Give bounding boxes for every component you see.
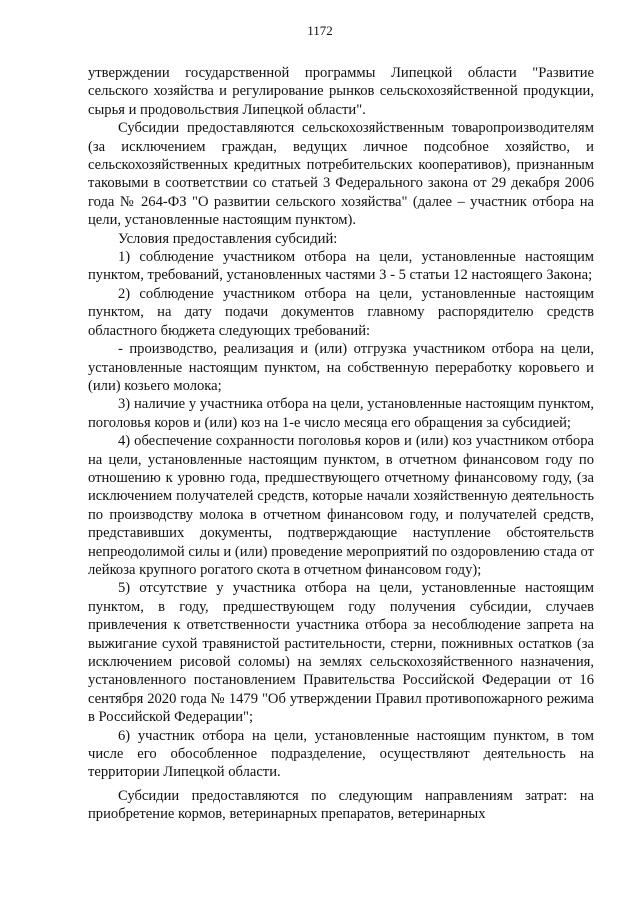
paragraph-condition-3: 3) наличие у участника отбора на цели, установленные настоящим пунктом, поголовья коров и (или) коз на 1-е число месяца его обращения за субсидией; <box>88 396 594 431</box>
page-number: 1172 <box>307 23 333 38</box>
paragraph-condition-6: 6) участник отбора на цели, установленные настоящим пунктом, в том числе его обособленное подразделение, осуществляют деятельность на территории Липецкой области. <box>88 727 594 781</box>
paragraph-recipients: Субсидии предоставляются сельскохозяйственным товаропроизводителям (за исключением граждан, ведущих личное подсобное хозяйство, и сельскохозяйственных кредитных потребительских кооперативов), признанным таковыми в соответствии со статьей 3 Федерального закона от 29 декабря 2006 года № 264-ФЗ "О развитии сельского хозяйства" (далее – участник отбора на цели, установленные настоящим пунктом). <box>88 120 594 229</box>
document-body <box>88 64 594 824</box>
paragraph-condition-2-item: - производство, реализация и (или) отгрузка участником отбора на цели, установленные настоящим пунктом, на собственную переработку коровьего и (или) козьего молока; <box>88 341 594 394</box>
paragraph-condition-4: 4) обеспечение сохранности поголовья коров и (или) коз участником отбора на цели, установленные настоящим пунктом, в отчетном финансовом году по отношению к уровню года, предшествующего отчетному финансовому году, (за исключением получателей средств, которые начали хозяйственную деятельность по производству молока в отчетном финансовом году, и получателей средств, представивших документы, подтверждающие наступление обстоятельств непреодолимой силы и (или) проведение мероприятий по оздоровлению стада от лейкоза крупного рогатого скота в отчетном финансовом году); <box>88 433 594 578</box>
paragraph-program-title: утверждении государственной программы Липецкой области "Развитие сельского хозяйства и регулирование рынков сельскохозяйственной продукции, сырья и продовольствия Липецкой области". <box>88 65 594 118</box>
paragraph-conditions-heading: Условия предоставления субсидий: <box>118 230 338 247</box>
paragraph-condition-2: 2) соблюдение участником отбора на цели, установленные настоящим пунктом, на дату подачи документов главному распорядителю средств областного бюджета следующих требований: <box>88 285 594 339</box>
paragraph-expense-directions: Субсидии предоставляются по следующим направлениям затрат: на приобретение кормов, ветеринарных препаратов, ветеринарных <box>88 787 594 823</box>
paragraph-condition-5: 5) отсутствие у участника отбора на цели, установленные настоящим пунктом, в году, предшествующем году получения субсидии, случаев привлечения к ответственности участника отбора за несоблюдение запрета на выжигание сухой травянистой растительности, стерни, пожнивных остатков (за исключением рисовой соломы) на землях сельскохозяйственного назначения, установленного постановлением Правительства Российской Федерации от 16 сентября 2020 года № 1479 "Об утверждении Правил противопожарного режима в Российской Федерации"; <box>88 580 594 726</box>
paragraph-condition-1: 1) соблюдение участником отбора на цели, установленные настоящим пунктом, требований, установленных частями 3 - 5 статьи 12 настоящего Закона; <box>88 249 594 284</box>
